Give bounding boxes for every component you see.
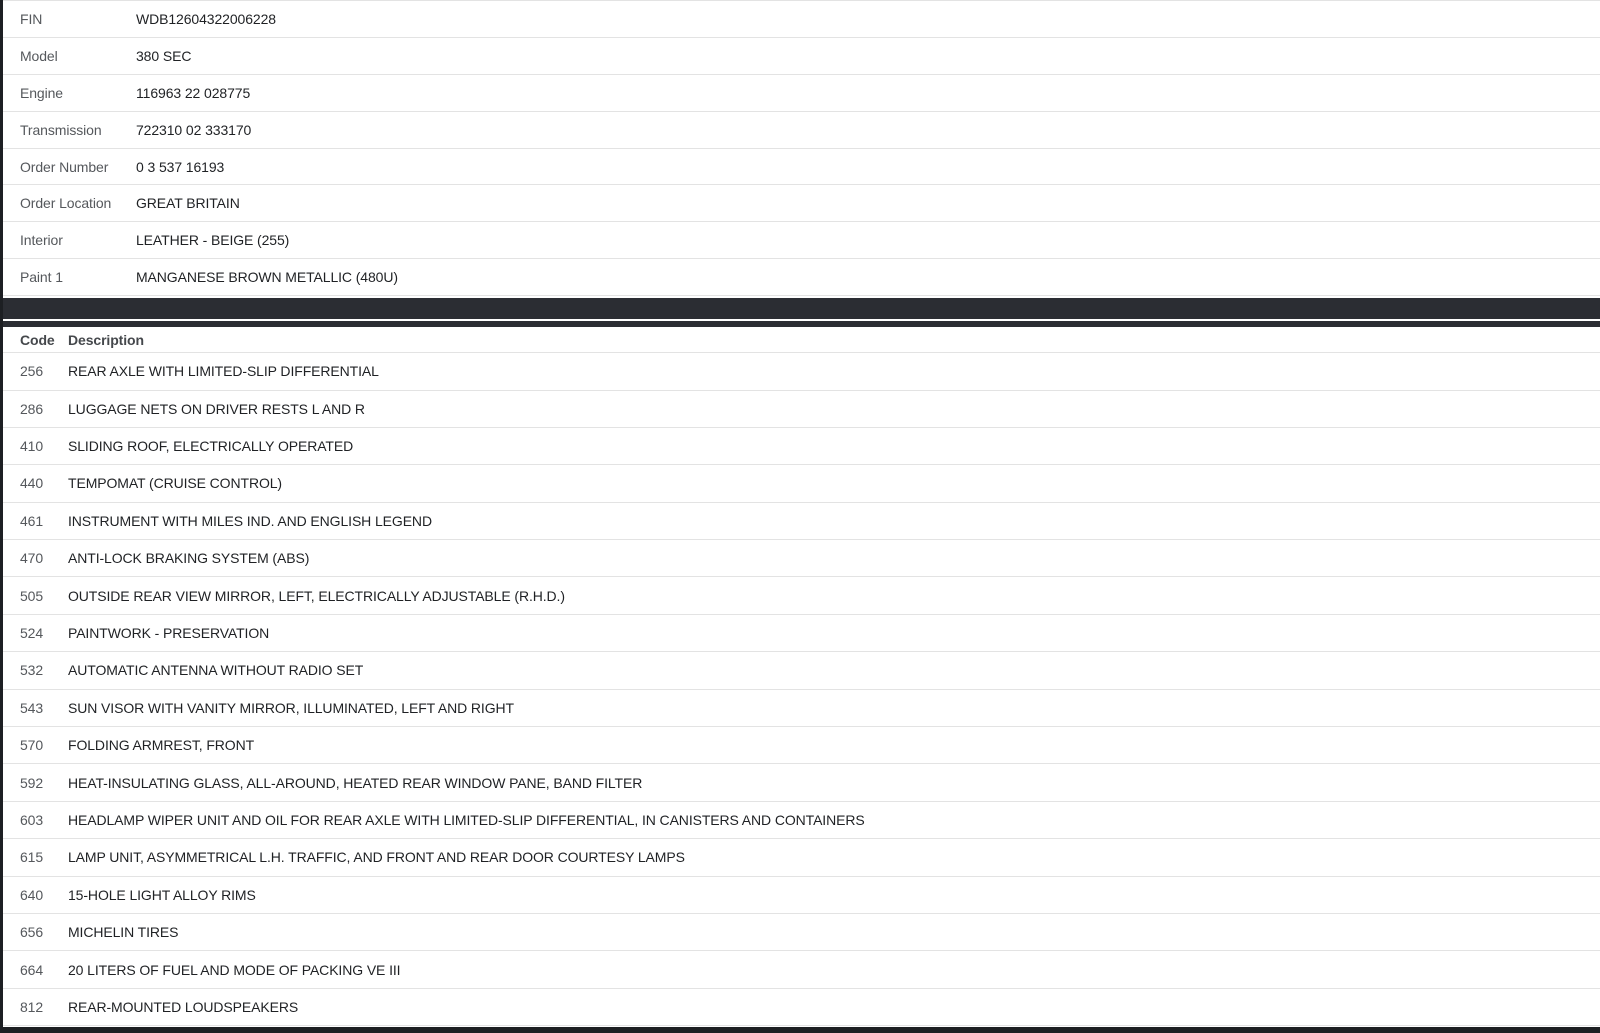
equipment-code: 656 — [20, 924, 44, 941]
equipment-description: HEADLAMP WIPER UNIT AND OIL FOR REAR AXLE WITH LIMITED-SLIP DIFFERENTIAL, IN CANISTERS AND CONTAINERS — [68, 812, 865, 828]
vehicle-info-value: 722310 02 333170 — [136, 121, 252, 138]
equipment-code-row — [0, 465, 1600, 502]
equipment-description: SUN VISOR WITH VANITY MIRROR, ILLUMINATED, LEFT AND RIGHT — [68, 699, 514, 716]
equipment-code: 470 — [20, 550, 44, 567]
vehicle-info-value: 380 SEC — [136, 47, 192, 64]
equipment-code: 286 — [20, 400, 44, 417]
vehicle-info-label: Transmission — [20, 121, 102, 138]
equipment-code: 543 — [20, 699, 44, 716]
equipment-code: 570 — [20, 737, 44, 754]
equipment-code: 812 — [20, 998, 44, 1015]
equipment-code: 440 — [20, 475, 44, 492]
equipment-description: LUGGAGE NETS ON DRIVER RESTS L AND R — [68, 400, 365, 417]
equipment-description: SLIDING ROOF, ELECTRICALLY OPERATED — [68, 438, 354, 455]
equipment-code: 524 — [20, 625, 44, 642]
equipment-code-row — [0, 764, 1600, 801]
vehicle-info-value: MANGANESE BROWN METALLIC (480U) — [136, 269, 398, 286]
card-left-border — [0, 0, 3, 1033]
equipment-description: REAR-MOUNTED LOUDSPEAKERS — [68, 998, 299, 1015]
equipment-description: PAINTWORK - PRESERVATION — [68, 625, 270, 642]
equipment-code: 505 — [20, 587, 44, 604]
vehicle-info-row — [0, 112, 1600, 149]
equipment-code-row — [0, 615, 1600, 652]
card-bottom-border — [0, 1027, 1600, 1033]
vehicle-info-label: Paint 1 — [20, 269, 63, 286]
code-column-header: Code — [20, 331, 55, 348]
equipment-description: LAMP UNIT, ASYMMETRICAL L.H. TRAFFIC, AND FRONT AND REAR DOOR COURTESY LAMPS — [68, 849, 685, 866]
vehicle-info-value: 116963 22 028775 — [136, 84, 251, 101]
equipment-code: 664 — [20, 961, 44, 978]
vehicle-info-row — [0, 259, 1600, 296]
vehicle-info-row — [0, 38, 1600, 75]
vehicle-info-value: GREAT BRITAIN — [136, 195, 240, 212]
equipment-description: ANTI-LOCK BRAKING SYSTEM (ABS) — [68, 550, 310, 567]
equipment-code-row — [0, 989, 1600, 1026]
equipment-description: MICHELIN TIRES — [68, 924, 179, 941]
equipment-description: REAR AXLE WITH LIMITED-SLIP DIFFERENTIAL — [68, 363, 379, 380]
vehicle-info-label: Engine — [20, 84, 63, 101]
equipment-description: INSTRUMENT WITH MILES IND. AND ENGLISH LEGEND — [68, 512, 432, 529]
vehicle-info-label: Order Number — [20, 158, 109, 175]
equipment-code-row — [0, 652, 1600, 689]
vehicle-info-row — [0, 222, 1600, 259]
equipment-codes-table — [0, 327, 1600, 1026]
equipment-description: FOLDING ARMREST, FRONT — [68, 737, 255, 754]
equipment-description: 15-HOLE LIGHT ALLOY RIMS — [68, 886, 256, 903]
equipment-code-row — [0, 877, 1600, 914]
equipment-code-row — [0, 914, 1600, 951]
equipment-description: AUTOMATIC ANTENNA WITHOUT RADIO SET — [68, 662, 364, 679]
vehicle-info-row — [0, 75, 1600, 112]
description-column-header: Description — [68, 331, 144, 348]
vehicle-info-label: FIN — [20, 10, 43, 27]
equipment-code: 256 — [20, 363, 44, 380]
vehicle-info-label: Model — [20, 47, 58, 64]
equipment-code: 532 — [20, 662, 44, 679]
equipment-codes-rows — [0, 353, 1600, 1026]
equipment-code-row — [0, 391, 1600, 428]
equipment-codes-header-row — [0, 327, 1600, 353]
equipment-code-row — [0, 802, 1600, 839]
equipment-code-row — [0, 690, 1600, 727]
equipment-code: 410 — [20, 438, 44, 455]
vehicle-info-label: Order Location — [20, 195, 112, 212]
equipment-code-row — [0, 577, 1600, 614]
equipment-code: 461 — [20, 512, 44, 529]
equipment-code-row — [0, 839, 1600, 876]
equipment-code: 615 — [20, 849, 44, 866]
section-separator-band — [0, 298, 1600, 319]
vehicle-info-row — [0, 185, 1600, 222]
vehicle-info-row — [0, 149, 1600, 186]
equipment-description: 20 LITERS OF FUEL AND MODE OF PACKING VE III — [68, 961, 401, 978]
equipment-code-row — [0, 428, 1600, 465]
equipment-description: HEAT-INSULATING GLASS, ALL-AROUND, HEATED REAR WINDOW PANE, BAND FILTER — [68, 774, 643, 791]
equipment-code-row — [0, 503, 1600, 540]
equipment-code: 603 — [20, 812, 44, 828]
equipment-code-row — [0, 353, 1600, 390]
equipment-code: 640 — [20, 886, 44, 903]
equipment-code-row — [0, 951, 1600, 988]
vehicle-info-value: WDB12604322006228 — [136, 10, 276, 27]
vehicle-info-table — [0, 0, 1600, 296]
vehicle-info-value: 0 3 537 16193 — [136, 158, 225, 175]
equipment-code-row — [0, 727, 1600, 764]
equipment-code-row — [0, 540, 1600, 577]
equipment-code: 592 — [20, 774, 44, 791]
vehicle-info-value: LEATHER - BEIGE (255) — [136, 232, 290, 249]
vehicle-info-label: Interior — [20, 232, 63, 249]
equipment-description: OUTSIDE REAR VIEW MIRROR, LEFT, ELECTRICALLY ADJUSTABLE (R.H.D.) — [68, 587, 565, 604]
vehicle-info-row — [0, 1, 1600, 38]
equipment-description: TEMPOMAT (CRUISE CONTROL) — [68, 475, 282, 492]
